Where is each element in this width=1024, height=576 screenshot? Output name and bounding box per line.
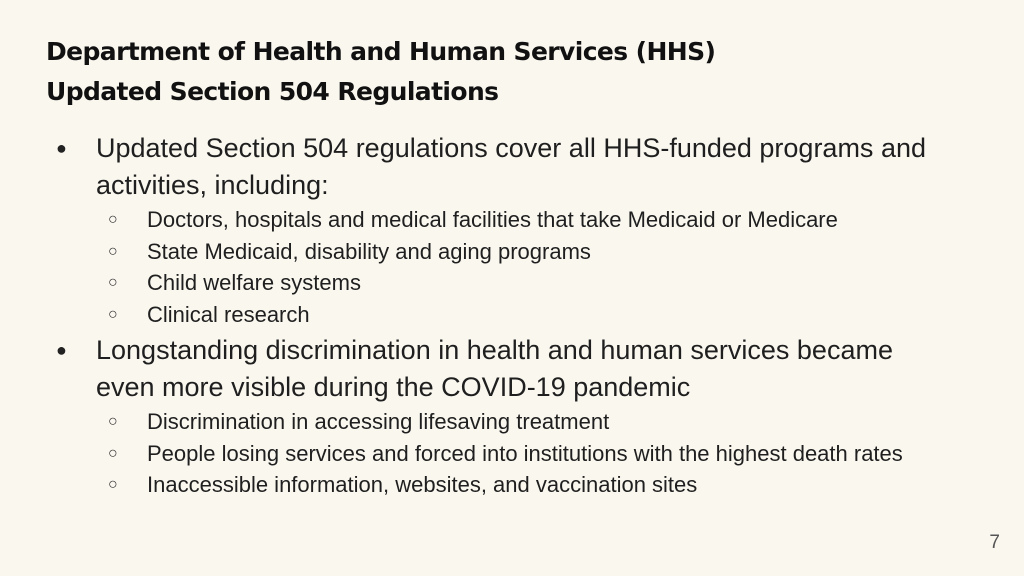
- page-number: 7: [989, 532, 1000, 553]
- sub-bullet-text: Clinical research: [147, 301, 310, 327]
- sub-bullet-text: Inaccessible information, websites, and vaccination sites: [147, 472, 698, 497]
- sub-bullet-circle-icon: ○: [108, 444, 118, 462]
- sub-bullet-circle-icon: ○: [108, 476, 118, 493]
- sub-bullet-text: Discrimination in accessing lifesaving treatment: [147, 409, 610, 434]
- sub-bullet-circle-icon: ○: [108, 413, 118, 430]
- sub-bullet-item: [0, 469, 977, 501]
- sub-bullet-text: People losing services and forced into institutions with the highest death rates: [147, 440, 903, 466]
- sub-bullet-text: Doctors, hospitals and medical facilities that take Medicaid or Medicare: [147, 207, 838, 232]
- bullet-list: [0, 130, 1024, 501]
- title-line-1: Department of Health and Human Services (HHS): [46, 37, 716, 66]
- bullet-text: Longstanding discrimination in health and human services became even more visible during the COVID-19 pandemic: [96, 335, 893, 402]
- sub-bullet-circle-icon: ○: [108, 242, 118, 260]
- sub-bullet-circle-icon: ○: [108, 274, 118, 291]
- sub-bullet-item: [0, 267, 977, 299]
- title-line-2: Updated Section 504 Regulations: [46, 77, 499, 106]
- bullet-dot-icon: ●: [56, 138, 67, 158]
- sub-bullet-text: State Medicaid, disability and aging programs: [147, 238, 591, 264]
- sub-bullet-circle-icon: ○: [108, 305, 118, 323]
- bullet-dot-icon: ●: [56, 340, 67, 360]
- sub-bullet-item: [0, 438, 977, 470]
- bullet-item: [0, 130, 926, 204]
- sub-bullet-text: Child welfare systems: [147, 270, 361, 295]
- bullet-text: Updated Section 504 regulations cover all HHS-funded programs and activities, including:: [96, 133, 926, 200]
- sub-bullet-item: [0, 299, 977, 331]
- sub-bullet-item: [0, 204, 977, 236]
- bullet-item: [0, 332, 926, 406]
- sub-bullet-item: [0, 406, 977, 438]
- slide-title: [46, 32, 946, 112]
- sub-bullet-circle-icon: ○: [108, 211, 118, 228]
- sub-bullet-item: [0, 236, 977, 268]
